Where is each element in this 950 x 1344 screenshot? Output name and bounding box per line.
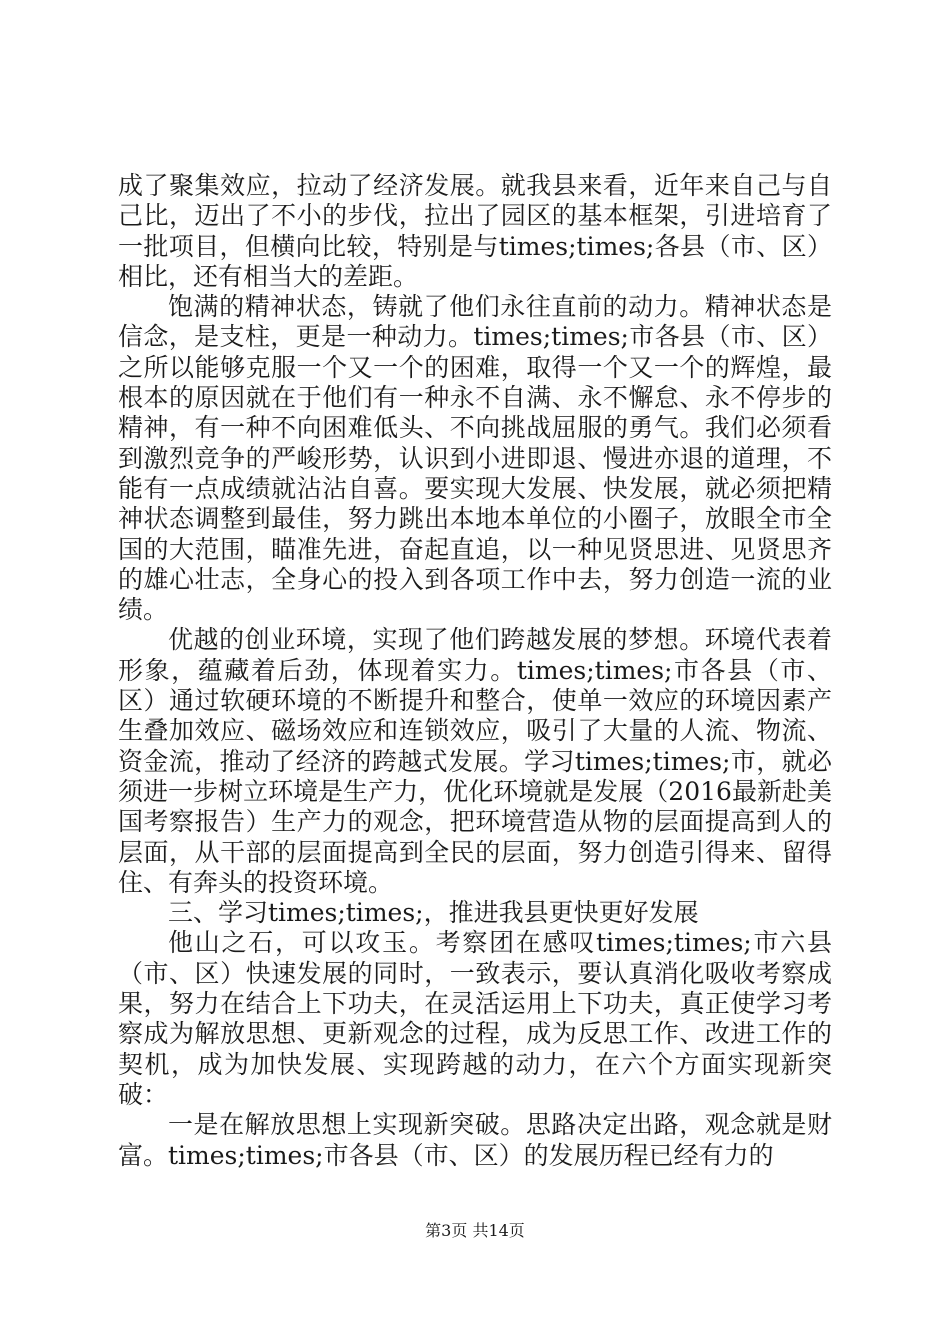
page-footer: 第3页 共14页 xyxy=(425,1221,525,1240)
document-body xyxy=(118,171,832,1171)
paragraph-learning: 他山之石，可以攻玉。考察团在感叹times;times;市六县（市、区）快速发展的同时，一致表示，要认真消化吸收考察成果，努力在结合上下功夫，在灵活运用上下功夫，真正使学习考察成为解放思想、更新观念的过程，成为反思工作、改进工作的契机，成为加快发展、实现跨越的动力，在六个方面实现新突破： xyxy=(118,928,832,1109)
paragraph-1-continued: 成了聚集效应，拉动了经济发展。就我县来看，近年来自己与自己比，迈出了不小的步伐，拉出了园区的基本框架，引进培育了一批项目，但横向比较，特别是与times;times;各县（市、区）相比，还有相当大的差距。 xyxy=(118,171,832,291)
paragraph-breakthrough-1: 一是在解放思想上实现新突破。思路决定出路，观念就是财富。times;times;市各县（市、区）的发展历程已经有力的 xyxy=(118,1110,832,1170)
paragraph-spirit: 饱满的精神状态，铸就了他们永往直前的动力。精神状态是信念，是支柱，更是一种动力。times;times;市各县（市、区）之所以能够克服一个又一个的困难，取得一个又一个的辉煌，最根本的原因就在于他们有一种永不自满、永不懈怠、永不停步的精神，有一种不向困难低头、不向挑战屈服的勇气。我们必须看到激烈竞争的严峻形势，认识到小进即退、慢进亦退的道理，不能有一点成绩就沾沾自喜。要实现大发展、快发展，就必须把精神状态调整到最佳，努力跳出本地本单位的小圈子，放眼全市全国的大范围，瞄准先进，奋起直追，以一种见贤思进、见贤思齐的雄心壮志，全身心的投入到各项工作中去，努力创造一流的业绩。 xyxy=(118,292,832,625)
section-heading-3: 三、学习times;times;，推进我县更快更好发展 xyxy=(168,898,699,928)
paragraph-environment: 优越的创业环境，实现了他们跨越发展的梦想。环境代表着形象，蕴藏着后劲，体现着实力。times;times;市各县（市、区）通过软硬环境的不断提升和整合，使单一效应的环境因素产生叠加效应、磁场效应和连锁效应，吸引了大量的人流、物流、资金流，推动了经济的跨越式发展。学习times;times;市，就必须进一步树立环境是生产力，优化环境就是发展（2016最新赴美国考察报告）生产力的观念，把环境营造从物的层面提高到人的层面，从干部的层面提高到全民的层面，努力创造引得来、留得住、有奔头的投资环境。 xyxy=(118,625,832,897)
